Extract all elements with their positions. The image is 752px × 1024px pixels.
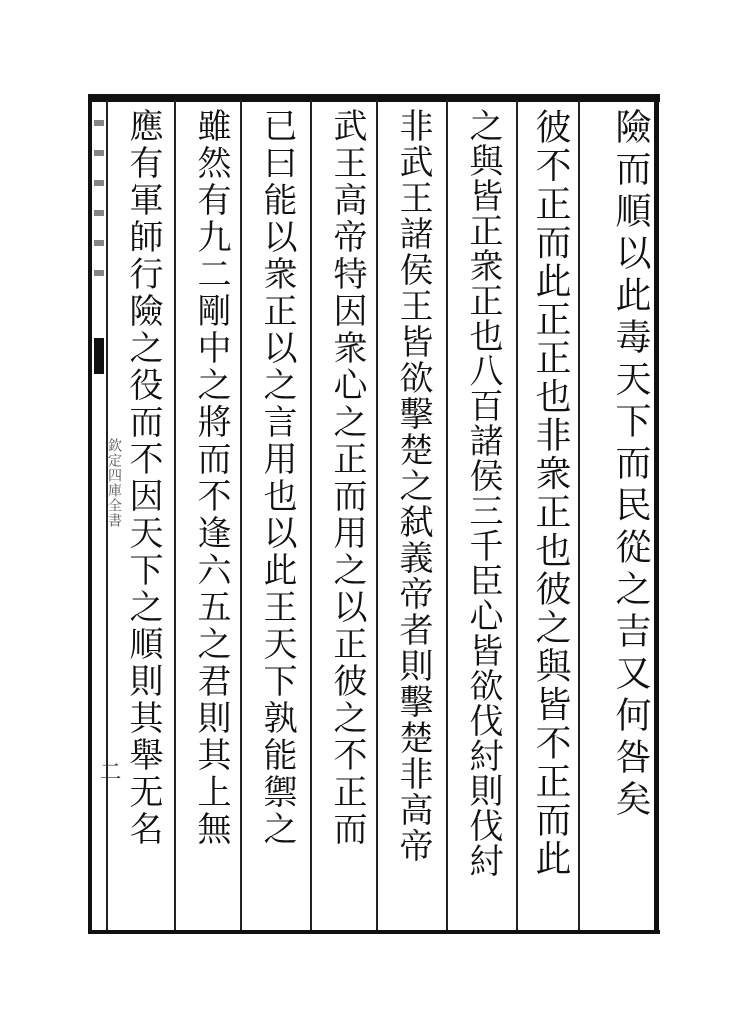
text-column-8: 應有軍師行險之役而不因天下之順則其舉无名 bbox=[123, 108, 163, 848]
text-column-1: 險而順以此毒天下而民從之吉又何咎矣 bbox=[610, 108, 651, 822]
column-rule bbox=[516, 100, 518, 930]
text-column-7: 雖然有九二剛中之將而不逢六五之君則其上無 bbox=[191, 108, 231, 848]
text-column-2: 彼不正而此正正也非衆正也彼之與皆不正而此 bbox=[530, 108, 571, 878]
column-rule bbox=[310, 100, 312, 930]
text-column-5: 武王高帝特因衆心之正而用之以正彼之不正而 bbox=[327, 108, 367, 848]
leaf-number: 二 bbox=[96, 760, 121, 782]
text-column-4: 非武王諸侯王皆欲擊楚之弑義帝者則擊楚非高帝 bbox=[393, 108, 433, 864]
frame-right-border bbox=[654, 94, 659, 934]
frame-bottom-border bbox=[88, 930, 660, 934]
text-column-6: 已曰能以衆正以之言用也以此王天下孰能禦之 bbox=[257, 108, 297, 848]
fish-tail-mark bbox=[94, 338, 104, 374]
margin-label: 欽定四庫全書 bbox=[106, 438, 122, 528]
column-rule bbox=[578, 100, 580, 930]
column-rule bbox=[446, 100, 448, 930]
column-rule bbox=[174, 100, 176, 930]
margin-strip-marks bbox=[94, 120, 104, 300]
text-column-3: 之與皆正衆正也八百諸侯三千臣心皆欲伐紂則伐紂 bbox=[463, 108, 503, 878]
